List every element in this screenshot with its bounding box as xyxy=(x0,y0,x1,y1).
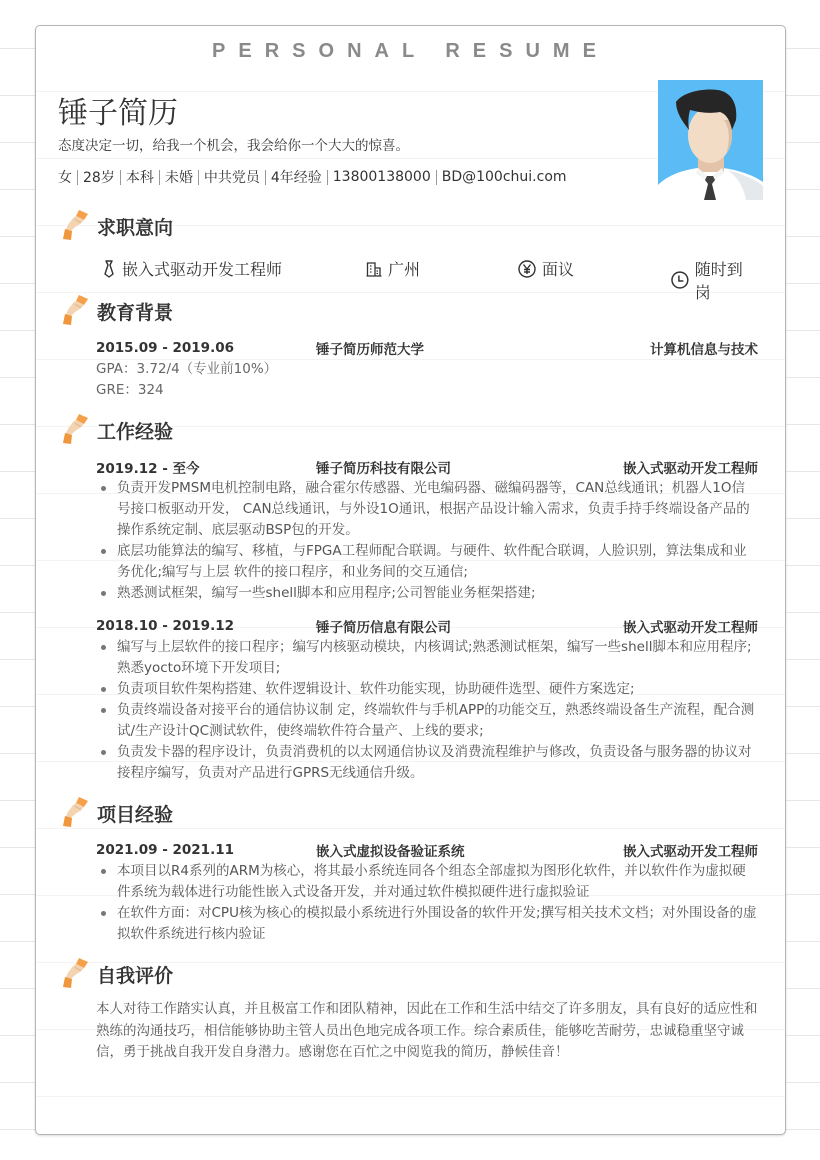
self-eval-text xyxy=(96,999,758,1064)
section-education-header xyxy=(62,294,173,328)
education-entry xyxy=(96,337,758,401)
info-divider xyxy=(327,170,328,185)
yen-icon xyxy=(518,260,536,278)
education-date: 2015.09 - 2019.06 xyxy=(96,340,234,356)
education-gpa: GPA：3.72/4（专业前10%） xyxy=(96,361,278,377)
work-entry xyxy=(96,456,758,604)
project-entry-header xyxy=(96,839,758,861)
section-title: 项目经验 xyxy=(97,803,174,826)
pencil-hand-icon xyxy=(62,209,92,243)
info-divider xyxy=(159,170,160,185)
self-eval-paragraph: 本人对待工作踏实认真，并且极富工作和团队精神，因此在工作和生活中结交了许多朋友，具有良好的适应性和熟练的沟通技巧，相信能够协助主管人员出色地完成各项工作。综合素质佳，能够吃苦耐劳，忠诚稳重坚守诚信，勇于挑战自我开发自身潜力。感谢您在百忙之中阅览我的简历，静候佳音！ xyxy=(96,1001,758,1060)
info-degree: 本科 xyxy=(125,170,154,186)
project-bullet: 在软件方面：对CPU核为核心的模拟最小系统进行外围设备的软件开发;撰写相关技术文档；对外围设备的虚拟软件系统进行核内验证 xyxy=(96,903,758,945)
info-email: BD@100chui.com xyxy=(441,169,567,185)
work-company: 锤子简历信息有限公司 xyxy=(316,620,451,636)
info-gender: 女 xyxy=(58,170,72,186)
info-divider xyxy=(436,170,437,185)
intent-availability-label: 随时到岗 xyxy=(694,260,743,302)
work-entry-header xyxy=(96,456,758,478)
work-entry xyxy=(96,615,758,784)
pencil-hand-icon xyxy=(62,957,92,991)
work-date: 2019.12 - 至今 xyxy=(96,461,200,477)
education-school: 锤子简历师范大学 xyxy=(316,342,424,358)
work-bullets xyxy=(96,478,758,604)
work-bullet: 熟悉测试框架，编写一些shell脚本和应用程序;公司智能业务框架搭建; xyxy=(96,583,758,604)
work-entry-header xyxy=(96,615,758,637)
work-role: 嵌入式驱动开发工程师 xyxy=(623,461,758,477)
candidate-name: 锤子简历 xyxy=(58,96,178,131)
pencil-hand-icon xyxy=(62,796,92,830)
project-bullet: 本项目以R4系列的ARM为核心，将其最小系统连同各个组态全部虚拟为图形化软件，并以软件作为虚拟硬件系统为载体进行功能性嵌入式设备开发，并对通过软件模拟硬件进行虚拟验证 xyxy=(96,861,758,903)
motto: 态度决定一切，给我一个机会，我会给你一个大大的惊喜。 xyxy=(58,138,409,154)
section-title: 自我评价 xyxy=(97,964,174,987)
project-role: 嵌入式驱动开发工程师 xyxy=(623,844,758,860)
education-gre: GRE：324 xyxy=(96,382,164,398)
intent-city xyxy=(366,257,420,280)
info-divider xyxy=(198,170,199,185)
clock-icon xyxy=(671,271,689,289)
project-bullets xyxy=(96,861,758,945)
work-bullet: 底层功能算法的编写、移植，与FPGA工程师配合联调。与硬件、软件配合联调，人脸识别，算法集成和业务优化;编写与上层 软件的接口程序，和业务间的交互通信; xyxy=(96,541,758,583)
intent-position-label: 嵌入式驱动开发工程师 xyxy=(122,260,283,279)
building-icon xyxy=(366,261,382,277)
avatar-man-icon xyxy=(658,80,763,200)
intent-salary xyxy=(518,257,574,280)
intent-position xyxy=(102,257,282,280)
info-experience: 4年经验 xyxy=(270,170,322,186)
resume-card xyxy=(35,25,786,1135)
info-divider xyxy=(120,170,121,185)
banner-title: PERSONAL RESUME xyxy=(212,40,609,62)
work-bullets xyxy=(96,637,758,784)
intent-city-label: 广州 xyxy=(388,260,421,279)
info-divider xyxy=(77,170,78,185)
info-divider xyxy=(265,170,266,185)
work-company: 锤子简历科技有限公司 xyxy=(316,461,451,477)
education-major: 计算机信息与技术 xyxy=(650,342,758,358)
work-date: 2018.10 - 2019.12 xyxy=(96,618,234,634)
info-politics: 中共党员 xyxy=(203,170,260,186)
intent-salary-label: 面议 xyxy=(542,260,575,279)
avatar-photo xyxy=(658,80,763,200)
work-role: 嵌入式驱动开发工程师 xyxy=(623,620,758,636)
project-name: 嵌入式虚拟设备验证系统 xyxy=(316,844,465,860)
pencil-hand-icon xyxy=(62,294,92,328)
info-phone: 13800138000 xyxy=(332,169,431,185)
intent-row xyxy=(96,257,758,302)
section-project-header xyxy=(62,796,173,830)
section-self-eval-header xyxy=(62,957,173,991)
intent-availability xyxy=(671,257,758,303)
project-date: 2021.09 - 2021.11 xyxy=(96,842,234,858)
section-title: 求职意向 xyxy=(97,216,174,239)
work-bullet: 负责开发PMSM电机控制电路，融合霍尔传感器、光电编码器、磁编码器等，CAN总线通讯；机器人1O信号接口板驱动开发， CAN总线通讯，与外设1O通讯，根据产品设计输入需求，负责手持手终端设备产品的操作系统定制、底层驱动BSP包的开发。 xyxy=(96,478,758,541)
section-intent-header xyxy=(62,209,173,243)
work-bullet: 负责项目软件架构搭建、软件逻辑设计、软件功能实现，协助硬件选型、硬件方案选定; xyxy=(96,679,758,700)
info-age: 28岁 xyxy=(83,170,115,186)
pencil-hand-icon xyxy=(62,413,92,447)
work-bullet: 编写与上层软件的接口程序；编写内核驱动模块，内核调试;熟悉测试框架，编写一些shell脚本和应用程序;熟悉yocto环境下开发项目; xyxy=(96,637,758,679)
personal-info xyxy=(58,167,567,187)
section-title: 教育背景 xyxy=(97,301,174,324)
project-entry xyxy=(96,839,758,945)
education-entry-header xyxy=(96,337,758,359)
work-bullet: 负责终端设备对接平台的通信协议制 定，终端软件与手机APP的功能交互，熟悉终端设备生产流程，配合测试/生产设计QC测试软件，使终端软件符合量产、上线的要求; xyxy=(96,700,758,742)
info-marital: 未婚 xyxy=(164,170,193,186)
section-work-header xyxy=(62,413,173,447)
section-title: 工作经验 xyxy=(97,420,174,443)
work-bullet: 负责发卡器的程序设计，负责消费机的以太网通信协议及消费流程维护与修改，负责设备与服务器的协议对接程序编写，负责对产品进行GPRS无线通信升级。 xyxy=(96,742,758,784)
tie-icon xyxy=(102,260,116,278)
